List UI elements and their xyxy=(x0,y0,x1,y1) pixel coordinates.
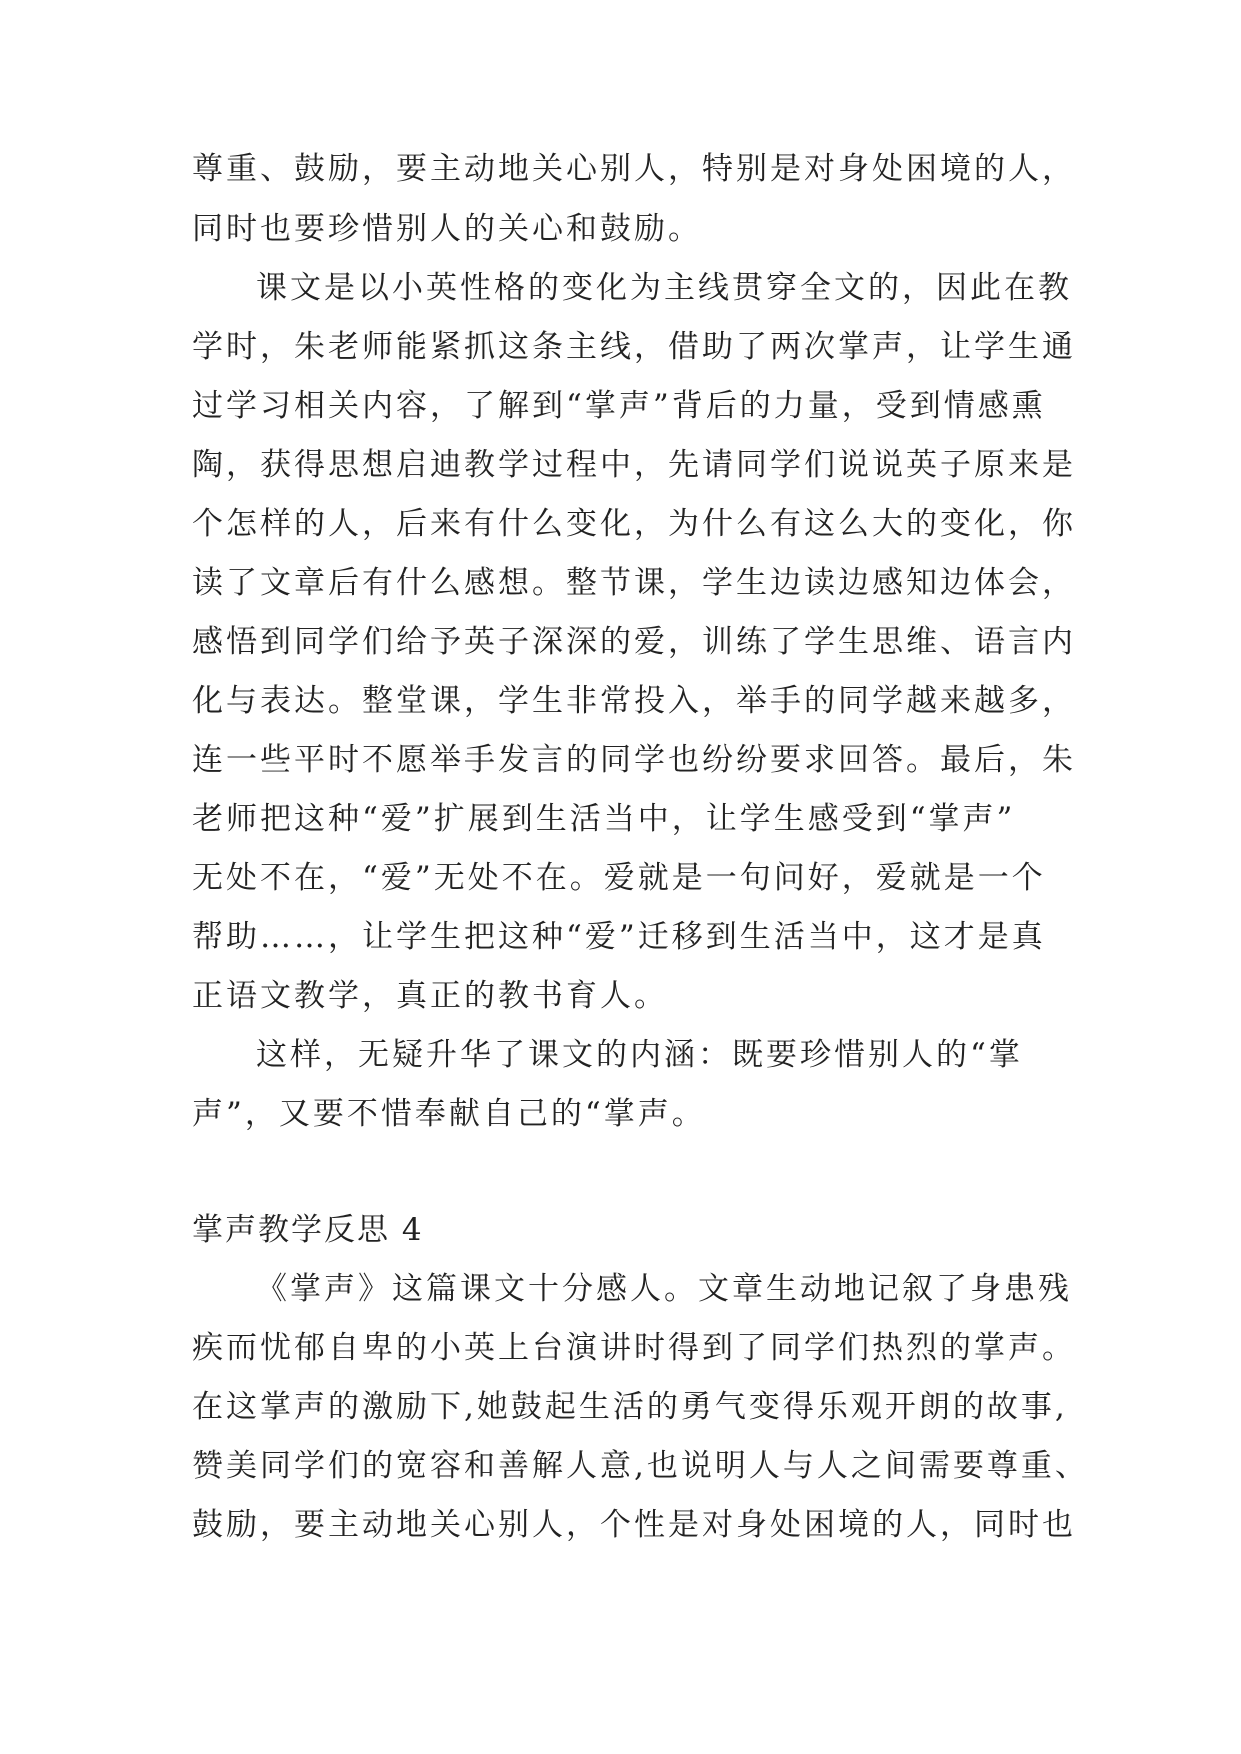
text-line: 过学习相关内容，了解到“掌声”背后的力量，受到情感熏 xyxy=(192,388,1046,424)
text-line: 正语文教学，真正的教书育人。 xyxy=(192,978,668,1014)
text-line: 尊重、鼓励，要主动地关心别人，特别是对身处困境的人， xyxy=(192,151,1076,187)
text-line: 在这掌声的激励下,她鼓起生活的勇气变得乐观开朗的故事, xyxy=(192,1389,1068,1425)
text-line: 鼓励，要主动地关心别人，个性是对身处困境的人，同时也 xyxy=(192,1507,1076,1543)
text-line: 赞美同学们的宽容和善解人意,也说明人与人之间需要尊重、 xyxy=(192,1448,1089,1484)
text-line: 声”，又要不惜奉献自己的“掌声。 xyxy=(192,1096,706,1132)
text-line: 读了文章后有什么感想。整节课，学生边读边感知边体会， xyxy=(192,565,1076,601)
text-line: 感悟到同学们给予英子深深的爱，训练了学生思维、语言内 xyxy=(192,624,1076,660)
text-line: 学时，朱老师能紧抓这条主线，借助了两次掌声，让学生通 xyxy=(192,329,1076,365)
text-line: 无处不在，“爱”无处不在。爱就是一句问好，爱就是一个 xyxy=(192,860,1046,896)
section-heading: 掌声教学反思 4 xyxy=(192,1212,424,1248)
paragraph-first-line: 《掌声》这篇课文十分感人。文章生动地记叙了身患残 xyxy=(256,1271,1072,1307)
text-line: 化与表达。整堂课，学生非常投入，举手的同学越来越多， xyxy=(192,683,1076,719)
text-line: 陶，获得思想启迪教学过程中，先请同学们说说英子原来是 xyxy=(192,447,1076,483)
text-line: 疾而忧郁自卑的小英上台演讲时得到了同学们热烈的掌声。 xyxy=(192,1330,1076,1366)
text-line: 帮助……，让学生把这种“爱”迁移到生活当中，这才是真 xyxy=(192,919,1046,955)
text-line: 个怎样的人，后来有什么变化，为什么有这么大的变化，你 xyxy=(192,506,1076,542)
paragraph-first-line: 课文是以小英性格的变化为主线贯穿全文的，因此在教 xyxy=(256,270,1072,306)
text-line: 老师把这种“爱”扩展到生活当中，让学生感受到“掌声” xyxy=(192,801,1016,837)
paragraph-first-line: 这样，无疑升华了课文的内涵：既要珍惜别人的“掌 xyxy=(256,1037,1023,1073)
text-line: 连一些平时不愿举手发言的同学也纷纷要求回答。最后，朱 xyxy=(192,742,1076,778)
text-line: 同时也要珍惜别人的关心和鼓励。 xyxy=(192,211,702,247)
